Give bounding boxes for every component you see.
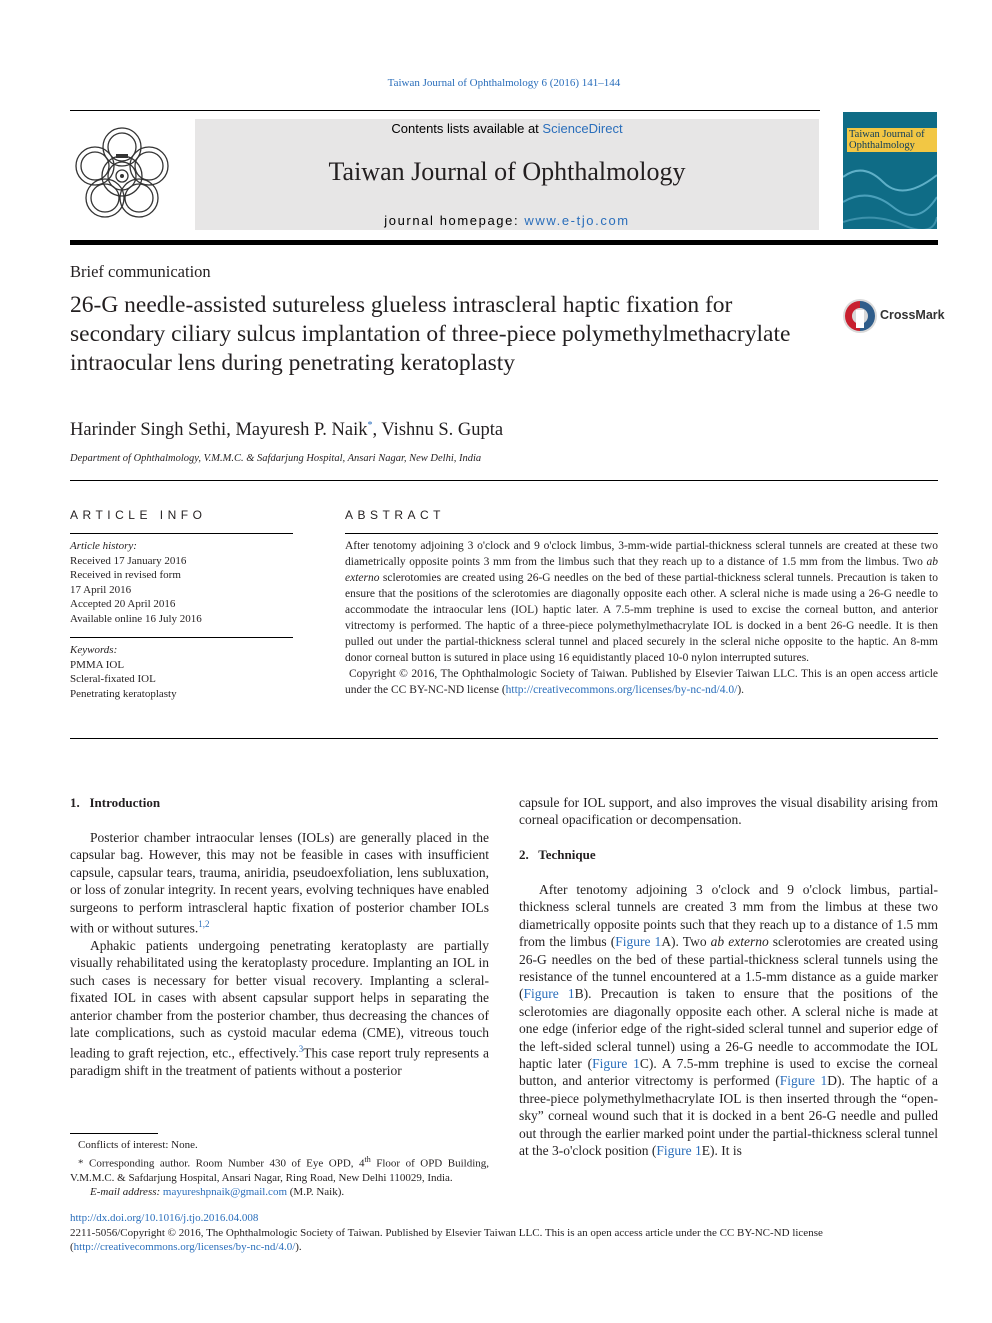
homepage-link[interactable]: www.e-tjo.com [524,213,630,228]
history-item: Available online 16 July 2016 [70,612,202,625]
footnotes [70,1138,489,1200]
history-item: Received in revised form [70,569,181,581]
sciencedirect-link[interactable]: ScienceDirect [542,121,623,136]
keyword-item: Scleral-fixated IOL [70,673,156,685]
header-rule [70,110,820,111]
page-footer: http://dx.doi.org/10.1016/j.tjo.2016.04.008 2211-5056/Copyright © 2016, The Ophthalmologic Society of Taiwan. Published by Elsevier Taiwan LLC. This is an open access article under the CC BY-NC-ND license (http://creativecommons.org/licenses/by-nc-nd/4.0/). [70,1212,823,1253]
author-name: Harinder Singh Sethi, [70,420,236,441]
article-info-heading: ARTICLE INFO [70,508,207,522]
introduction-heading: 1. Introduction [70,795,161,810]
introduction-text: Posterior chamber intraocular lenses (IOLs) are generally placed in the capsular bag. However, this may not be feasible in cases with insufficient capsule, capsular tears, trauma, aniridia, pseudoexfoliation, lens subluxation, or loss of zonular integrity. In recent years, evolving techniques have enabled surgeons to perform intrascleral haptic fixation of posterior chamber IOLs with or without sutures.$^{1,2}$ Aphakic patients undergoing penetrating keratoplasty are partially visually rehabilitated using the keratoplasty procedure. Implanting an IOL in such cases is necessary for better visual recovery. Implanting a scleral-fixated IOL in cases with absent capsular support helps in separating the anterior chamber from the posterior chamber, thus decreasing the chances of late complications, such as cystoid macular edema (CME), vitreous touch leading to graft rejection, etc., effectively.$^3$This case report truly represents a paradigm shift in the treatment of patients without a posterior [70,830,489,1079]
citation-ref[interactable]: 3 [298,1044,304,1055]
keywords-label: Keywords: [70,644,118,656]
divider [70,480,938,481]
divider [70,637,293,638]
doi-link[interactable]: http://dx.doi.org/10.1016/j.tjo.2016.04.008 [70,1212,259,1224]
society-logo [70,126,175,226]
cover-pattern-icon [843,157,937,229]
abstract-heading: ABSTRACT [345,508,446,522]
article-type: Brief communication [70,262,211,281]
society-seal-icon [70,126,175,226]
figure-link[interactable]: Figure 1 [656,1143,702,1159]
crossmark-label[interactable]: CrossMark [880,308,945,322]
divider [345,533,938,534]
footnote-rule [70,1133,158,1134]
article-history [70,539,293,626]
cover-title: Taiwan Journal of Ophthalmology [847,128,937,152]
keyword-item: PMMA IOL [70,658,125,671]
email-link[interactable]: mayureshpnaik@gmail.com [162,1186,287,1199]
keywords [70,643,293,701]
license-link[interactable]: http://creativecommons.org/licenses/by-nc-nd/4.0/ [73,1241,296,1253]
continued-text: capsule for IOL support, and also improves the visual disability arising from corneal opacification or decompensation. [519,795,938,828]
conflict-statement: Conflicts of interest: None. [78,1139,198,1151]
journal-homepage: journal homepage: www.e-tjo.com [384,213,630,228]
history-item: Accepted 20 April 2016 [70,598,176,610]
figure-link[interactable]: Figure 1 [615,934,662,950]
journal-banner [195,119,819,230]
history-item: Received 17 January 2016 [70,554,187,567]
journal-name: Taiwan Journal of Ophthalmology [328,157,686,186]
crossmark-icon [842,296,880,336]
technique-heading: 2. Technique [519,847,596,862]
article-title: 26-G needle-assisted sutureless glueless intrascleral haptic fixation for secondary ciliary sulcus implantation of three-piece polymethylmethacrylate intraocular lens during penetrating keratoplasty [70,292,791,376]
masthead-rule [70,240,938,245]
corresponding-author-note: * Corresponding author. Room Number 430 of Eye OPD, 4th Floor of OPD Building, V.M.M.C. & Safdarjung Hospital, Ansari Nagar, Ring Road, New Delhi 110029, India. [70,1154,489,1184]
divider [70,533,293,534]
history-item: 17 April 2016 [70,583,132,596]
figure-link[interactable]: Figure 1 [779,1073,828,1089]
figure-link[interactable]: Figure 1 [523,986,575,1002]
email-note: E-mail address: mayureshpnaik@gmail.com (M.P. Naik). [90,1186,345,1199]
corresponding-author-mark[interactable]: * [367,420,373,431]
citation-ref[interactable]: 1,2 [198,919,210,930]
figure-link[interactable]: Figure 1 [592,1056,640,1072]
history-label: Article history: [70,540,137,552]
journal-cover[interactable] [843,112,937,229]
author-name: Mayuresh P. Naik [235,420,368,441]
license-link[interactable]: http://creativecommons.org/licenses/by-nc-nd/4.0/ [505,684,738,696]
affiliation: Department of Ophthalmology, V.M.M.C. & Safdarjung Hospital, Ansari Nagar, New Delhi, India [70,453,482,464]
technique-text: After tenotomy adjoining 3 o'clock and 9 o'clock limbus, partial-thickness scleral tunnels are created 3 mm from the limbus at these two diametrically opposite points such that they reach up to a distance of 1.5 mm from the limbus (Figure 1A). Two ab externo sclerotomies are created using 26-G needles on the bed of these partial-thickness scleral tunnels using the resistance of the tunnel encountered at a 1.5-mm distance as a guide marker (Figure 1B). Precaution is taken to ensure that the positions of the sclerotomies are diagonally opposite each other. A scleral niche is made at one edge (inferior edge of the right-sided scleral tunnel and superior edge of the left-sided scleral tunnel) using a 26-G needle to accommodate the IOL haptic later (Figure 1C). A 7.5-mm trephine is used to excise the corneal button, and anterior vitrectomy is performed (Figure 1D). The haptic of a three-piece polymethylmethacrylate IOL is then inserted through the “open-sky” corneal wound such that it is docked in a bent 26-G needle and pulled out through the earlier marked point under the partial-thickness scleral tunnel at the 3-o'clock position (Figure 1E). It is [519,882,938,1159]
author-name: , Vishnu S. Gupta [372,420,504,441]
divider [70,738,938,739]
abstract-text: After tenotomy adjoining 3 o'clock and 9 o'clock limbus, 3-mm-wide partial-thickness scleral tunnels are created at these two diametrically opposite points 3 mm from the limbus such that they reach up to a distance of 1.5 mm from the limbus. Two ab externo sclerotomies are created using 26-G needles on the bed of these partial-thickness scleral tunnels. Precaution is taken to ensure that the positions of the sclerotomies are diagonally opposite each other. A scleral niche is made using a 26-G needle to accommodate the intraocular lens (IOL) haptic later. A 7.5-mm trephine is used to excise the corneal button, and anterior vitrectomy is performed. The haptic of a three-piece polymethylmethacrylate IOL is docked in a bent 26-G needle. It is then pulled out under the partial-thickness scleral tunnel and placed securely in the scleral niche opposite to the haptic. An 8-mm donor corneal button is sutured in place using 16 equidistantly placed 10-0 nylon interrupted sutures. Copyright © 2016, The Ophthalmologic Society of Taiwan. Published by Elsevier Taiwan LLC. This is an open access article under the CC BY-NC-ND license (http://creativecommons.org/licenses/by-nc-nd/4.0/). [345,540,938,696]
contents-line: Contents lists available at ScienceDirect [391,121,623,136]
keyword-item: Penetrating keratoplasty [70,687,177,700]
journal-citation[interactable]: Taiwan Journal of Ophthalmology 6 (2016) 141–144 [387,77,621,89]
author-list [70,420,503,441]
